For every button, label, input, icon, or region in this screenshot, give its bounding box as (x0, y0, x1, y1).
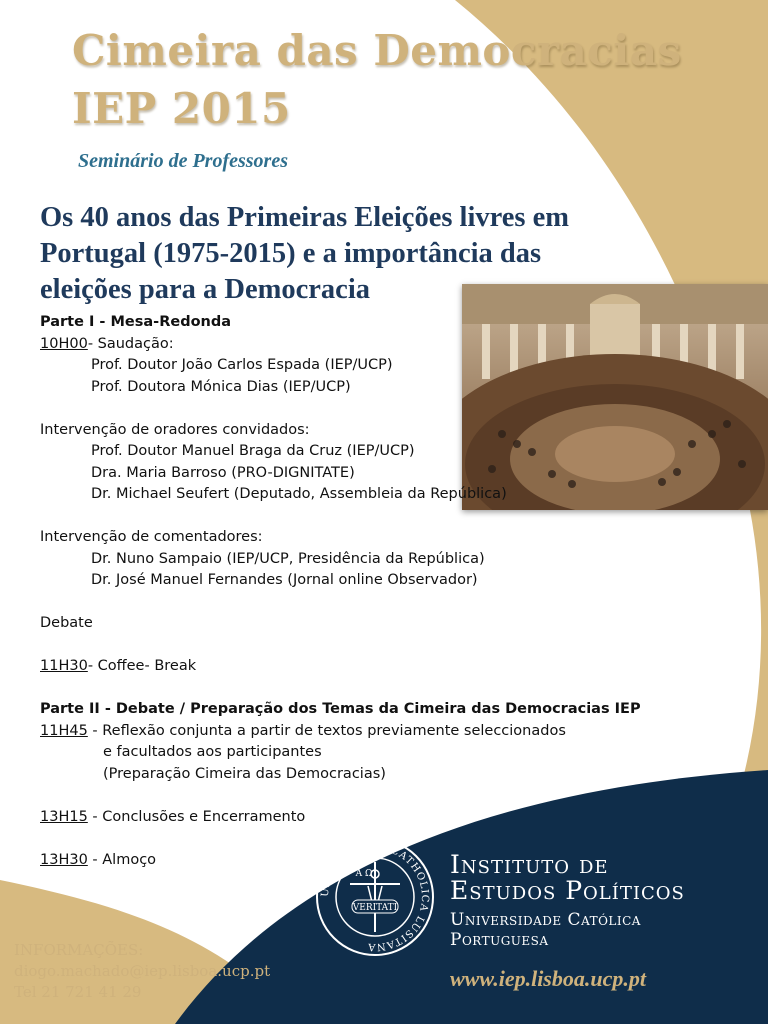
agenda-continuation: e facultados aos participantes (103, 744, 322, 760)
headline-line-1: Os 40 anos das Primeiras Eleições livres em (40, 202, 570, 233)
contact-phone: Tel 21 721 41 29 (14, 983, 142, 1001)
agenda-item-break (40, 656, 640, 678)
event-title (72, 22, 762, 138)
agenda-item-welcome (40, 334, 640, 356)
speaker-item: Dr. José Manuel Fernandes (Jornal online Observador) (91, 572, 478, 588)
speaker-item: Dr. Nuno Sampaio (IEP/UCP, Presidência da República) (91, 550, 485, 567)
event-title-line-1: Cimeira das Democracias (72, 26, 682, 75)
agenda-time: 11H30 (40, 658, 88, 674)
institution-name (450, 852, 685, 950)
agenda-time: 13H30 (40, 851, 88, 868)
contact-label: INFORMAÇÕES: (14, 941, 144, 959)
agenda-label: - Conclusões e Encerramento (87, 808, 306, 825)
contact-email[interactable]: diogo.machado@iep.lisboa.ucp.pt (14, 962, 271, 980)
agenda-time: 11H45 (40, 722, 88, 739)
agenda-item-reflection (40, 721, 640, 743)
headline-line-3: eleições para a Democracia (40, 274, 370, 305)
institution-line-2: Estudos Políticos (450, 876, 685, 905)
part1-heading: Parte I - Mesa-Redonda (40, 314, 232, 330)
seal-text: UNIVERSITAS CATHOLICA LUSITANA (319, 841, 431, 953)
agenda-item-conclusion (40, 807, 640, 829)
debate-label: Debate (40, 615, 93, 631)
institution-line-3: Universidade Católica (450, 910, 641, 930)
agenda-time: 10H00 (40, 335, 88, 352)
headline-line-2: Portugal (1975-2015) e a importância das (40, 238, 542, 269)
agenda-label: - Reflexão conjunta a partir de textos previamente seleccionados (87, 722, 566, 739)
speaker-item: Prof. Doutor Manuel Braga da Cruz (IEP/UCP) (91, 443, 415, 459)
agenda-label: - Saudação: (87, 335, 174, 352)
speaker-item: Dr. Michael Seufert (Deputado, Assembleia da República) (91, 486, 507, 502)
speaker-item: Prof. Doutora Mónica Dias (IEP/UCP) (91, 378, 351, 395)
contact-info (14, 940, 270, 1003)
university-seal-icon (314, 836, 436, 958)
program-schedule (40, 312, 640, 871)
agenda-time: 13H15 (40, 808, 88, 825)
commentators-label: Intervenção de comentadores: (40, 529, 263, 545)
institution-line-1: Instituto de (450, 850, 609, 879)
event-subtitle: Seminário de Professores (78, 150, 288, 172)
website-link[interactable]: www.iep.lisboa.ucp.pt (450, 966, 646, 991)
seal-motto: VERITATI (352, 903, 398, 913)
speaker-item: Dra. Maria Barroso (PRO-DIGNITATE) (91, 464, 355, 481)
event-title-line-2: IEP 2015 (72, 84, 291, 133)
guests-label: Intervenção de oradores convidados: (40, 421, 310, 438)
agenda-continuation: (Preparação Cimeira das Democracias) (103, 765, 386, 782)
agenda-label: - Coffee- Break (87, 658, 197, 674)
agenda-label: - Almoço (87, 851, 157, 868)
part2-heading: Parte II - Debate / Preparação dos Temas da Cimeira das Democracias IEP (40, 701, 641, 717)
speaker-item: Prof. Doutor João Carlos Espada (IEP/UCP) (91, 357, 393, 373)
institution-line-4: Portuguesa (450, 930, 549, 950)
seal-letters: A Ω (355, 869, 373, 879)
